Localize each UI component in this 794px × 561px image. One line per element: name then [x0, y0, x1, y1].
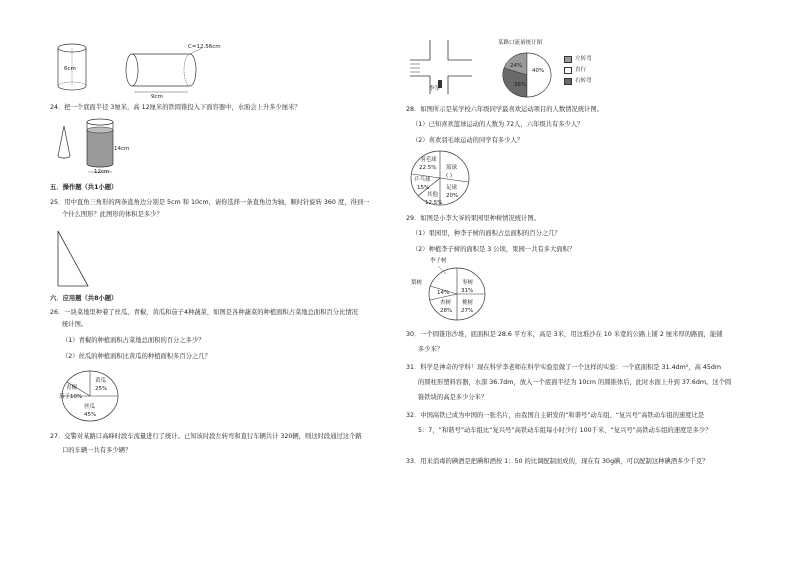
section-6-heading: 六．应用题（共8小题）	[50, 295, 118, 302]
question-27-line1: 27．交警对某路口高峰时段车流量进行了统计。已知该时段左转弯和直行车辆共计 320辆，则这时段通过这个路	[50, 433, 362, 440]
orchard-pie-peach: 桃树	[462, 300, 474, 306]
question-24: 24．把一个底面半径 3厘米，高 12厘米的铁圆锥投入下面容器中，水面会上升多少厘米？	[50, 104, 301, 111]
traffic-pie-right: 36%	[514, 82, 527, 88]
legend-label-right: 右转弯	[575, 78, 592, 85]
legend-swatch-right	[564, 78, 572, 85]
veg-pie-cucumber: 黄瓜	[95, 378, 107, 384]
sports-pie-pingpong: 乒乓球	[414, 177, 431, 183]
veg-pie-luffa-pct: 45%	[84, 412, 97, 418]
traffic-pie-chart	[502, 52, 552, 98]
question-29-sub1: （1）果园里，种李子树的面积占总面积的百分之几？	[412, 230, 561, 237]
cylinder-height-label: 6cm	[64, 66, 76, 72]
question-26-line1: 26．一块菜地里种着了丝瓜、青椒、黄瓜和茄子4种蔬菜，如图是各种蔬菜的种植面积占菜地总面积百分比情况	[50, 309, 358, 316]
cylinder-length-label: 9cm	[151, 94, 163, 100]
question-28-sub2: （2）喜欢羽毛球运动的同学有多少人？	[412, 137, 524, 144]
traffic-chart-title: 某路口流量统计图	[498, 40, 543, 46]
question-30-line1: 30．一个圆锥形沙堆，底面积是 28.6 平方米，高是 3米，用这堆沙在 10 米宽的公路上铺 2 厘米厚的路面，能铺	[406, 331, 723, 338]
question-32-line1: 32．中国高铁已成为中国的一张名片，由我国自主研发的“和谐号”动车组、“复兴号”高铁动车组的速度比是	[406, 412, 705, 419]
veg-pie-luffa: 丝瓜	[84, 404, 96, 410]
orchard-pie-pear-pct: 14%	[437, 290, 450, 296]
intersection-diagram	[408, 38, 474, 96]
question-31-line3: 锥铁块的高是多少分米？	[418, 394, 488, 401]
veg-pie-eggplant: 茄子10%	[59, 394, 83, 400]
orchard-pie-chart	[426, 266, 488, 322]
sports-pie-football: 足球	[446, 185, 458, 191]
orchard-pie-pear: 梨树	[411, 280, 423, 286]
orchard-pie-peach-pct: 27%	[461, 308, 474, 314]
traffic-legend	[564, 56, 592, 85]
question-32-line2: 5：7，“和谐号”动车组比“复兴号”高铁动车组每小时少行 100千米，“复兴号”高铁动车组的速度是多少？	[418, 427, 712, 434]
sports-pie-pingpong-pct: 15%	[417, 185, 430, 191]
question-33: 33．用来消毒的碘酒是把碘和酒按 1：50 的比调配制而成的，现在有 30g碘，可以配制这种碘酒多少千克？	[406, 458, 709, 465]
question-31-line2: 的圆柱形塑料容器，水深 36.7dm，放入一个底面半径为 10cm 的圆锥体后，此时水面上升到 37.6dm。这个圆	[418, 379, 732, 386]
orchard-pie-apricot: 杏树	[440, 300, 452, 306]
question-28-sub1: （1）已知喜欢篮球运动的人数为 72人，六年级共有多少人？	[412, 121, 584, 128]
sports-pie-basketball: 篮球	[446, 165, 458, 171]
question-25-line1: 25．用中直角三角形的两条直角边分别是 5cm 和 10cm，请你选择一条直角边为轴，顺时针旋转 360 度，得到一	[50, 199, 370, 206]
container-height-label: 14cm	[114, 146, 130, 152]
orchard-pie-jujube-pct: 31%	[461, 288, 474, 294]
question-29-sub2: （2）种植李子树的面积是 3 公顷，果园一共有多大面积？	[412, 246, 576, 253]
question-28: 28．如图所示是某学校六年级同学最喜欢运动项目的人数情况统计图。	[406, 106, 603, 113]
traffic-pie-left: 24%	[510, 63, 523, 69]
question-26-sub1: （1）青椒的种植面积占菜地总面积的百分之多少？	[62, 337, 205, 344]
sports-pie-badminton-pct: 22.5%	[419, 165, 437, 171]
intersection-car-label: 李军	[429, 86, 441, 92]
container-width-label: 12cm	[94, 169, 110, 175]
question-26-sub2: （2）丝瓜的种植面积比黄瓜的种植面积多百分之几？	[62, 353, 211, 360]
sports-pie-other-pct: 12.5%	[425, 200, 443, 206]
legend-label-left: 左转弯	[575, 56, 592, 63]
orchard-pie-jujube: 枣树	[462, 280, 474, 286]
right-triangle-figure	[54, 228, 94, 290]
cylinder-circumference-label: C=12.56cm	[188, 44, 221, 50]
legend-label-straight: 直行	[575, 67, 587, 74]
section-5-heading: 五．操作题（共1小题）	[50, 184, 118, 191]
question-25-line2: 个什么图形？此图形的体积是多少？	[62, 211, 163, 218]
veg-pie-pepper: 青椒	[66, 385, 78, 391]
orchard-pie-apricot-pct: 28%	[440, 308, 453, 314]
legend-swatch-left	[564, 56, 572, 63]
sports-pie-badminton: 羽毛球	[420, 157, 437, 163]
question-27-line2: 口的车辆一共有多少辆？	[62, 447, 132, 454]
question-31-line1: 31．科学是神奇的学科！现在科学李老师在科学实验室做了一个这样的实验：一个底面积是 31.4dm²，高 45dm	[406, 364, 722, 371]
question-26-line2: 统计图。	[62, 321, 88, 328]
traffic-pie-straight: 40%	[532, 68, 545, 74]
sports-pie-other: 其他	[427, 192, 439, 198]
sports-pie-football-pct: 20%	[446, 193, 459, 199]
sports-pie-basketball-pct: ( )	[446, 173, 453, 179]
legend-swatch-straight	[564, 67, 572, 74]
question-29: 29．如图是小李大爷的果园里种树情况统计图。	[406, 215, 540, 222]
orchard-pie-plum-label: 李子树	[430, 258, 447, 264]
question-30-line2: 多少米？	[418, 346, 444, 353]
veg-pie-cucumber-pct: 25%	[95, 386, 108, 392]
